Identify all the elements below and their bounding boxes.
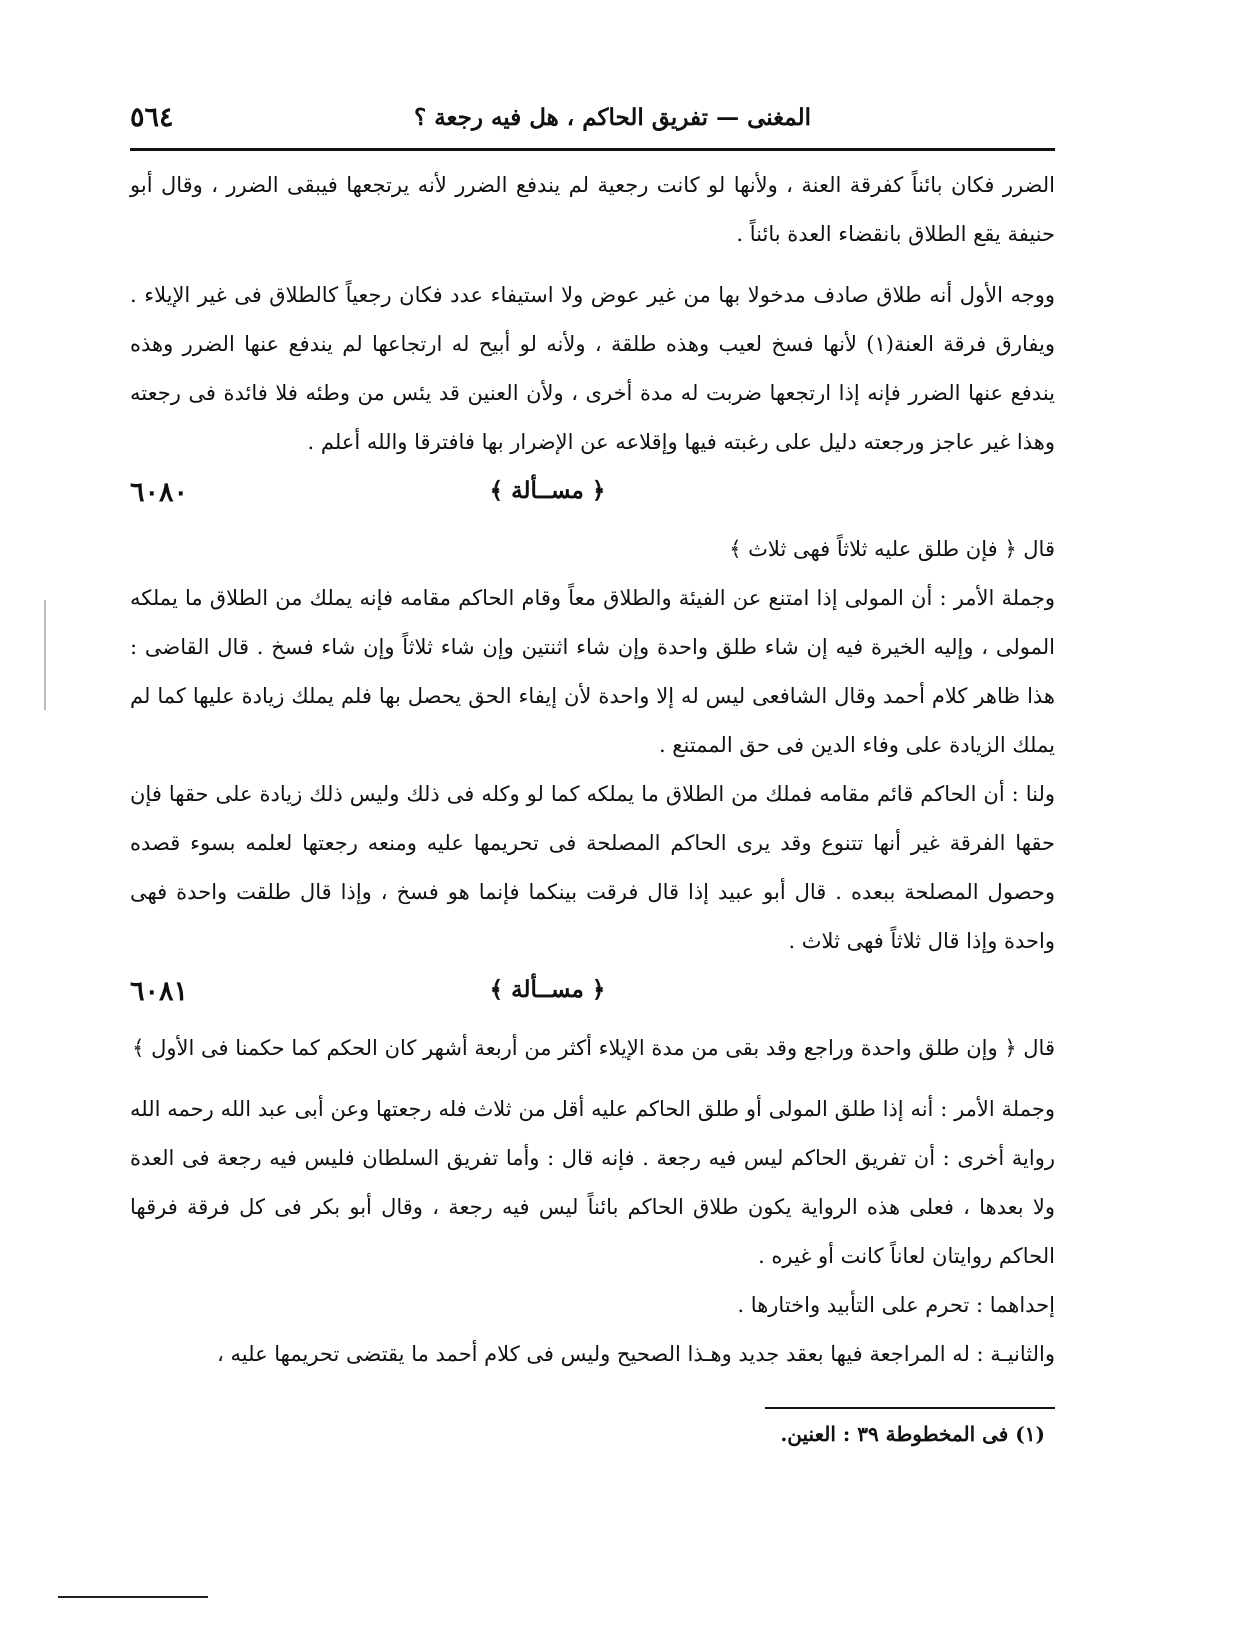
bottom-rule (58, 1596, 208, 1598)
running-title: المغنى — تفريق الحاكم ، هل فيه رجعة ؟ (414, 104, 811, 131)
paragraph: وجملة الأمر : أن المولى إذا امتنع عن الفيئة والطلاق معاً وقام الحاكم مقامه فإنه يملك من الطلاق ما يملكه المولى ، وإليه الخيرة فيه إن شاء طلق واحدة وإن شاء اثنتين وإن شاء ثلاثاً وإن شاء فسخ . قال القاضى : هذا ظاهر كلام أحمد وقال الشافعى ليس له إلا واحدة لأن إيفاء الحق يحصل بها فلم يملك زيادة عليها كما لم يملك الزيادة على وفاء الدين فى حق الممتنع . (130, 586, 1055, 757)
paragraph: وجملة الأمر : أنه إذا طلق المولى أو طلق الحاكم عليه أقل من ثلاث فله رجعتها وعن أبى عبد الله رحمه الله رواية أخرى : أن تفريق الحاكم ليس فيه رجعة . فإنه قال : وأما تفريق السلطان فليس فيه رجعة فى العدة ولا بعدها ، فعلى هذه الرواية يكون طلاق الحاكم بائناً ليس فيه رجعة ، وقال أبو بكر فى كل فرقة فرقها الحاكم روايتان لعاناً كانت أو غيره . (130, 1097, 1055, 1268)
masalah-label: ﴿ مســألة ﴾ (489, 477, 606, 504)
scan-margin-mark (44, 600, 46, 710)
page-header (130, 96, 1055, 142)
header-rule (130, 148, 1055, 151)
masalah-quote: قال ﴿ فإن طلق عليه ثلاثاً فهى ثلاث ﴾ (729, 537, 1055, 561)
paragraph: إحداهما : تحرم على التأبيد واختارها . (737, 1293, 1055, 1317)
book-page (130, 96, 1055, 1451)
masalah-quote: قال ﴿ وإن طلق واحدة وراجع وقد بقى من مدة الإيلاء أكثر من أربعة أشهر كان الحكم كما حكمنا فى الأول ﴾ (132, 1036, 1055, 1060)
footnote: (١) فى المخطوطة ٣٩ : العنين. (780, 1422, 1045, 1446)
masalah-heading (130, 467, 1055, 525)
masalah-number: ٦٠٨١ (130, 976, 189, 1007)
paragraph: ولنا : أن الحاكم قائم مقامه فملك من الطلاق ما يملكه كما لو وكله فى ذلك وليس ذلك زيادة على حقها فإن حقها الفرقة غير أنها تتنوع وقد يرى الحاكم المصلحة فى تحريمها عليه ومنعه رجعتها لعلمه بسوء قصده وحصول المصلحة ببعده . قال أبو عبيد إذا قال فرقت بينكما فإنما هو فسخ ، وإذا قال طلقت واحدة فهى واحدة وإذا قال ثلاثاً فهى ثلاث . (130, 782, 1055, 953)
masalah-label: ﴿ مســألة ﴾ (489, 976, 606, 1003)
masalah-number: ٦٠٨٠ (130, 477, 189, 508)
paragraph: والثانيـة : له المراجعة فيها بعقد جديد وهـذا الصحيح وليس فى كلام أحمد ما يقتضى تحريمها عليه ، (217, 1342, 1055, 1366)
paragraph: الضرر فكان بائناً كفرقة العنة ، ولأنها لو كانت رجعية لم يندفع الضرر لأنه يرتجعها فيبقى الضرر ، وقال أبو حنيفة يقع الطلاق بانقضاء العدة بائناً . (130, 173, 1055, 246)
footnote-rule (765, 1407, 1055, 1409)
paragraph: ووجه الأول أنه طلاق صادف مدخولا بها من غير عوض ولا استيفاء عدد فكان رجعياً كالطلاق فى غير الإيلاء . ويفارق فرقة العنة(١) لأنها فسخ لعيب وهذه طلقة ، ولأنه لو أبيح له ارتجاعها لم يندفع عنها الضرر وهذه يندفع عنها الضرر فإنه إذا ارتجعها ضربت له مدة أخرى ، ولأن العنين قد يئس من وطئه فلا فائدة فى رجعته وهذا غير عاجز ورجعته دليل على رغبته فيها وإقلاعه عن الإضرار بها فافترقا والله أعلم . (130, 283, 1056, 454)
page-number: ٥٦٤ (130, 102, 174, 133)
masalah-heading (130, 966, 1055, 1024)
